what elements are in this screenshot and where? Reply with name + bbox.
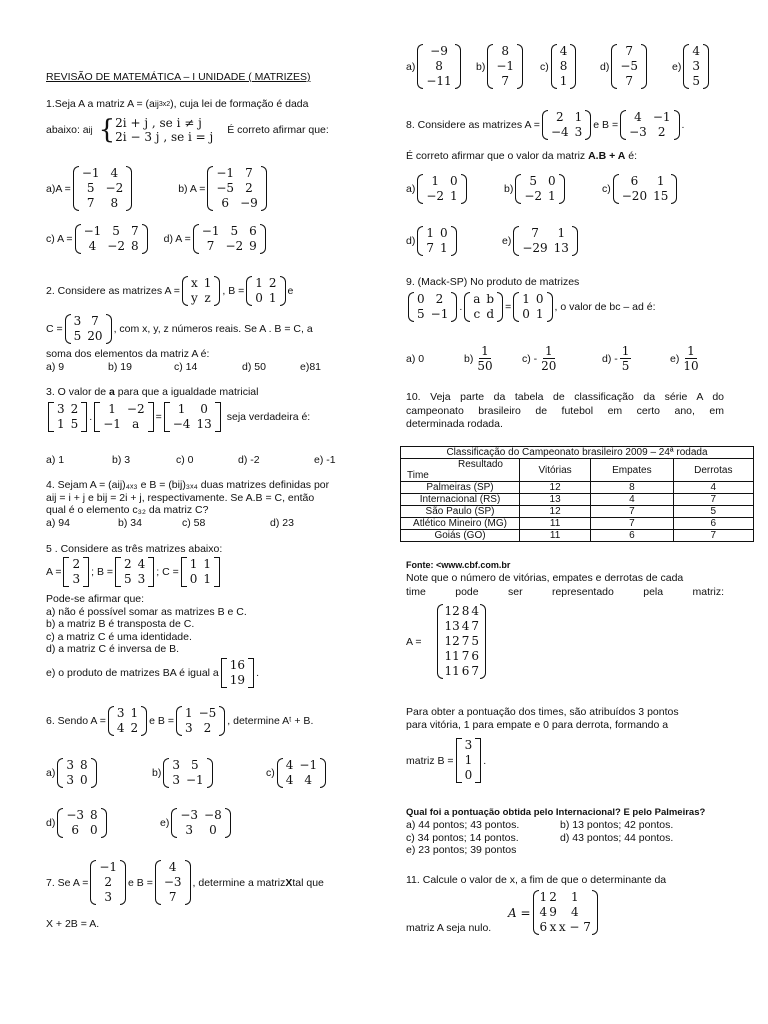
matrix-cell: 7 bbox=[501, 74, 510, 88]
q5-options: Pode-se afirmar que: a) não é possível somar as matrizes B e C. b) a matriz B é transposta de C. c) a matriz C é uma identidade. d) a matriz C é inversa de B. bbox=[46, 593, 247, 655]
fraction-b: $\frac{1}{50}$ bbox=[477, 344, 493, 373]
matrix-cell: 0 bbox=[417, 292, 425, 306]
table-cell: 11 bbox=[520, 518, 591, 530]
matrix-cell: 0 bbox=[189, 572, 198, 586]
q5-option-e: e) o produto de matrizes BA é igual a 16 19 . bbox=[46, 658, 259, 687]
matrix-cell: 0 bbox=[90, 823, 98, 837]
matrix-cell: −1 bbox=[99, 860, 118, 874]
table-cell: 4 bbox=[673, 482, 753, 494]
matrix-cell: 8 bbox=[559, 59, 568, 73]
matrix-cell: 1 bbox=[574, 110, 583, 124]
table-cell: 6 bbox=[591, 530, 673, 542]
matrix-cell: −1 bbox=[185, 773, 204, 787]
q7-option-b-matrix bbox=[487, 44, 523, 89]
matrix-cell: 2 bbox=[72, 557, 81, 571]
matrix-cell: −11 bbox=[426, 74, 452, 88]
matrix-cell: −1 bbox=[299, 758, 318, 772]
matrix-cell: 6 bbox=[471, 649, 480, 663]
matrix-cell: 0 bbox=[439, 226, 448, 240]
matrix-cell: 1 bbox=[557, 226, 566, 240]
matrix-cell: d bbox=[486, 307, 495, 321]
matrix-cell: 3 bbox=[172, 758, 180, 772]
matrix-cell: −3 bbox=[66, 808, 85, 822]
matrix-cell: 3 bbox=[692, 59, 700, 73]
matrix-cell: −3 bbox=[180, 808, 199, 822]
matrix-cell: −9 bbox=[240, 196, 258, 210]
q6-matrix-c bbox=[277, 758, 326, 788]
question-1 bbox=[46, 98, 360, 110]
q6-matrix-d bbox=[57, 808, 106, 838]
matrix-cell: 8 bbox=[79, 758, 88, 772]
matrix-cell: −20 bbox=[621, 189, 648, 203]
q2-matrix-C bbox=[65, 314, 112, 344]
matrix-cell: 4 bbox=[110, 166, 119, 180]
q10-options: a) 44 pontos; 43 pontos. b) 13 pontos; 42 pontos. c) 34 pontos; 14 pontos. d) 43 pontos; 44 pontos. e) 23 pontos; 39 pontos bbox=[406, 819, 674, 856]
q5-matrix-C bbox=[181, 557, 220, 587]
matrix-cell: 7 bbox=[625, 44, 634, 58]
matrix-cell: 0 bbox=[548, 174, 556, 188]
q3-options: a) 1 b) 3 c) 0 d) -2 e) -1 bbox=[46, 454, 336, 466]
matrix-cell: 0 bbox=[209, 823, 217, 837]
matrix-cell: 0 bbox=[522, 307, 530, 321]
team-name: Palmeiras (SP) bbox=[401, 482, 520, 494]
q6-matrix-A bbox=[108, 706, 147, 736]
q10-matrix-A-row: A = 12 8 4 13 4 7 12 7 5 11 7 6 11 6 7 bbox=[406, 604, 724, 679]
q7-option-e-matrix bbox=[683, 44, 709, 89]
matrix-cell: 6 bbox=[249, 224, 257, 238]
matrix-cell: 7 bbox=[471, 664, 480, 678]
team-name: Goiás (GO) bbox=[401, 530, 520, 542]
matrix-cell: 4 bbox=[304, 773, 313, 787]
q10-note: Note que o número de vitórias, empates e derrotas de cada time pode ser representado pela matriz: bbox=[406, 572, 724, 598]
matrix-cell: 2 bbox=[124, 557, 132, 571]
matrix-cell: 7 bbox=[206, 239, 215, 253]
matrix-cell: 12 bbox=[444, 604, 460, 618]
matrix-cell: 16 bbox=[229, 658, 246, 672]
matrix-cell: 20 bbox=[87, 329, 103, 343]
matrix-cell: 4 bbox=[88, 239, 97, 253]
table-row bbox=[401, 494, 754, 506]
header-derrotas: Derrotas bbox=[673, 459, 753, 482]
q2-options: a) 9 b) 19 c) 14 d) 50 e)81 bbox=[46, 361, 322, 373]
matrix-cell: 8 bbox=[130, 239, 139, 253]
matrix-cell: −9 bbox=[430, 44, 448, 58]
q1-options-row1: a)A = −1 4 5 −2 7 8 b) A = −1 7 −5 2 6 −9 bbox=[46, 166, 360, 211]
q3-matrix-1 bbox=[48, 402, 87, 432]
matrix-cell: 3 bbox=[57, 402, 65, 416]
matrix-cell: 6 bbox=[71, 823, 80, 837]
matrix-cell: −3 bbox=[163, 875, 182, 889]
matrix-cell: −29 bbox=[522, 241, 548, 255]
q6-matrix-e bbox=[171, 808, 230, 838]
matrix-cell: 5 bbox=[70, 417, 79, 431]
matrix-cell: −2 bbox=[225, 239, 244, 253]
q3-matrix-2 bbox=[94, 402, 153, 432]
header-vitorias: Vitórias bbox=[520, 459, 591, 482]
matrix-cell: 1 bbox=[203, 276, 212, 290]
matrix-cell: 1 bbox=[184, 706, 193, 720]
q5-matrices: A = 2 3 ; B = 2 4 5 3 ; C = 1 1 0 1 bbox=[46, 557, 360, 587]
q11-line2: matriz A seja nulo. bbox=[406, 922, 492, 934]
matrix-cell: 2 bbox=[435, 292, 444, 306]
matrix-cell: y bbox=[190, 291, 198, 305]
q5-matrix-B bbox=[115, 557, 154, 587]
matrix-cell: 3 bbox=[66, 773, 74, 787]
q6-matrix-a bbox=[57, 758, 96, 788]
table-cell: 7 bbox=[673, 530, 753, 542]
q8-options-row2: d) 1 0 7 1 e) 7 1 −29 13 bbox=[406, 226, 724, 256]
matrix-cell: 7 bbox=[130, 224, 139, 238]
fraction-e: $\frac{1}{10}$ bbox=[683, 344, 699, 373]
matrix-cell: 3 bbox=[116, 706, 125, 720]
matrix-cell: 4 bbox=[634, 110, 642, 124]
matrix-cell: 7 bbox=[471, 619, 480, 633]
question-6: 6. Sendo A = 3 1 4 2 e B = 1 −5 3 2 , determine Aᵗ + B. bbox=[46, 706, 314, 735]
matrix-cell: −1 bbox=[81, 166, 100, 180]
q9-matrix-2 bbox=[464, 292, 503, 322]
table-source: Fonte: <www.cbf.com.br bbox=[406, 560, 511, 570]
question-8: 8. Considere as matrizes A = 2 1 −4 3 e B = 4 −1 −3 2 . bbox=[406, 110, 685, 139]
matrix-cell: −5 bbox=[216, 181, 235, 195]
matrix-cell: 1 bbox=[548, 189, 556, 203]
table-body bbox=[401, 482, 754, 542]
q9-matrix-3 bbox=[513, 292, 552, 322]
matrix-cell: 7 bbox=[86, 196, 95, 210]
q8-option-d-matrix bbox=[417, 226, 456, 256]
q2-matrix-A bbox=[182, 276, 220, 306]
q6-matrix-B bbox=[176, 706, 225, 736]
matrix-cell: −4 bbox=[172, 417, 191, 431]
matrix-cell: −5 bbox=[198, 706, 217, 720]
q1-matrix-b bbox=[207, 166, 266, 211]
q10-matrix-A bbox=[437, 604, 486, 679]
matrix-cell: a bbox=[132, 417, 140, 431]
table-title: Classificação do Campeonato brasileiro 2009 – 24ª rodada bbox=[401, 447, 754, 459]
matrix-cell: 2 bbox=[268, 276, 277, 290]
q1-matrix-c bbox=[75, 224, 148, 254]
matrix-cell: 6 bbox=[461, 664, 470, 678]
q1-cases: 2i + j , se i ≠ j 2i − 3 j , se i = j bbox=[115, 116, 214, 144]
q1-matrix-a bbox=[73, 166, 132, 211]
q10-question: Qual foi a pontuação obtida pelo Internacional? E pelo Palmeiras? bbox=[406, 807, 706, 818]
table-cell: 4 bbox=[591, 494, 673, 506]
matrix-cell: 9 bbox=[249, 239, 257, 253]
table-cell: 11 bbox=[520, 530, 591, 542]
matrix-cell: 1 bbox=[464, 753, 473, 767]
matrix-cell: 2 bbox=[657, 125, 666, 139]
matrix-cell: 5 bbox=[417, 307, 425, 321]
matrix-cell: −1 bbox=[216, 166, 235, 180]
matrix-cell: 3 bbox=[574, 125, 583, 139]
table-row bbox=[401, 518, 754, 530]
table-cell: 6 bbox=[673, 518, 753, 530]
matrix-cell: 8 bbox=[501, 44, 510, 58]
matrix-cell: 1 bbox=[571, 890, 579, 904]
matrix-cell: 4 bbox=[116, 721, 125, 735]
matrix-cell: 0 bbox=[535, 292, 544, 306]
team-name: São Paulo (SP) bbox=[401, 506, 520, 518]
matrix-cell: 1 bbox=[130, 706, 139, 720]
matrix-cell: x − 7 bbox=[558, 920, 591, 934]
matrix-cell: 4 bbox=[539, 905, 548, 919]
matrix-cell: 1 bbox=[426, 226, 434, 240]
matrix-cell: −1 bbox=[83, 224, 102, 238]
matrix-cell: −2 bbox=[426, 189, 445, 203]
q2-line2: C = 3 7 5 20 , com x, y, z números reais. Se A . B = C, a bbox=[46, 314, 313, 343]
q9-options: a) 0 b) $\frac{1}{50}$ c) - $\frac{1}{20}$ d) - $\frac{1}{5}$ e) $\frac{1}{10}$ bbox=[406, 344, 699, 373]
matrix-cell: 3 bbox=[104, 890, 112, 904]
matrix-cell: 5 bbox=[529, 174, 538, 188]
matrix-cell: 11 bbox=[444, 649, 460, 663]
team-name: Internacional (RS) bbox=[401, 494, 520, 506]
q5-matrix-E bbox=[221, 658, 254, 688]
table-row bbox=[401, 530, 754, 542]
matrix-cell: 12 bbox=[444, 634, 460, 648]
q3-equation: 3 2 1 5 . 1 −2 −1 a = 1 0 −4 13 seja verdadeira é: bbox=[46, 402, 360, 432]
question-3: 3. O valor de a para que a igualdade matricial bbox=[46, 386, 259, 398]
matrix-cell: 3 bbox=[185, 823, 194, 837]
q7-option-c-matrix bbox=[551, 44, 577, 89]
matrix-cell: 7 bbox=[531, 226, 539, 240]
matrix-cell: −1 bbox=[652, 110, 671, 124]
q7-options: a) −9 8 −11 b) 8 −1 7 c) 4 8 1 d) 7 −5 7 e) 4 3 5 bbox=[406, 44, 724, 89]
matrix-cell: 1 bbox=[431, 174, 440, 188]
matrix-cell: 3 bbox=[184, 721, 193, 735]
matrix-cell: 4 bbox=[559, 44, 568, 58]
matrix-cell: −1 bbox=[496, 59, 515, 73]
matrix-cell: 3 bbox=[464, 738, 473, 752]
q9-matrix-1 bbox=[408, 292, 457, 322]
matrix-cell: 3 bbox=[137, 572, 146, 586]
question-9: 9. (Mack-SP) No produto de matrizes bbox=[406, 276, 580, 288]
matrix-cell: −1 bbox=[430, 307, 449, 321]
matrix-cell: 2 bbox=[104, 875, 112, 889]
matrix-cell: 4 bbox=[168, 860, 177, 874]
matrix-cell: 8 bbox=[461, 604, 470, 618]
matrix-cell: 5 bbox=[73, 329, 82, 343]
q8-options-row1: a) 1 0 −2 1 b) 5 0 −2 1 c) 6 1 −20 15 bbox=[406, 174, 724, 204]
q6-options-row1: a) 3 8 3 0 b) 3 5 3 −1 c) 4 −1 4 4 bbox=[46, 758, 360, 788]
matrix-cell: 0 bbox=[200, 402, 208, 416]
matrix-cell: −3 bbox=[629, 125, 647, 139]
table-cell: 5 bbox=[673, 506, 753, 518]
matrix-cell: 1 bbox=[559, 74, 568, 88]
matrix-cell: 15 bbox=[653, 189, 669, 203]
q7-option-a-matrix bbox=[417, 44, 460, 89]
matrix-cell: 1 bbox=[539, 890, 548, 904]
question-7: 7. Se A = −1 2 3 e B = 4 −3 7 , determine a matriz X tal que bbox=[46, 860, 324, 904]
matrix-cell: 7 bbox=[461, 634, 470, 648]
matrix-cell: 4 bbox=[692, 44, 700, 58]
classification-table bbox=[400, 446, 754, 542]
matrix-cell: 1 bbox=[535, 307, 544, 321]
matrix-cell: 13 bbox=[553, 241, 569, 255]
matrix-cell: 4 bbox=[137, 557, 146, 571]
fraction-d: $\frac{1}{5}$ bbox=[621, 344, 630, 373]
matrix-cell: 8 bbox=[435, 59, 443, 73]
q3-matrix-3 bbox=[164, 402, 221, 432]
q1-definition: abaixo: a ij { 2i + j , se i ≠ j 2i − 3 j , se i = j É correto afirmar que: bbox=[46, 115, 329, 145]
matrix-cell: 5 bbox=[692, 74, 700, 88]
matrix-cell: 4 bbox=[285, 758, 294, 772]
q8-option-a-matrix bbox=[417, 174, 466, 204]
matrix-cell: 1 bbox=[439, 241, 448, 255]
matrix-cell: −1 bbox=[201, 224, 220, 238]
q7-matrix-B bbox=[155, 860, 191, 905]
q7-option-d-matrix bbox=[611, 44, 647, 89]
table-row bbox=[401, 482, 754, 494]
table-row bbox=[401, 506, 754, 518]
q11-matrix-row: A = 1 2 1 4 9 4 6 x x − 7 bbox=[508, 890, 648, 935]
matrix-cell: 1 bbox=[57, 417, 65, 431]
q8-matrix-A bbox=[542, 110, 591, 140]
matrix-cell: 5 bbox=[230, 224, 239, 238]
matrix-cell: x bbox=[549, 920, 557, 934]
matrix-cell: 13 bbox=[196, 417, 212, 431]
table-cell: 7 bbox=[591, 506, 673, 518]
table-cell: 7 bbox=[591, 518, 673, 530]
matrix-cell: 2 bbox=[203, 721, 212, 735]
matrix-cell: 5 bbox=[112, 224, 120, 238]
q10-matrix-B-row: matriz B = 3 1 0 . bbox=[406, 738, 487, 782]
matrix-cell: 7 bbox=[426, 241, 434, 255]
question-10: 10. Veja parte da tabela de classificação da série A do campeonato brasileiro de futebol em certo ano, em determinada rodada. bbox=[406, 391, 724, 430]
matrix-cell: 8 bbox=[110, 196, 119, 210]
table-corner-header: Resultado Time bbox=[401, 459, 520, 482]
matrix-cell: 0 bbox=[79, 773, 88, 787]
q8-matrix-B bbox=[620, 110, 679, 140]
matrix-cell: 6 bbox=[539, 920, 548, 934]
matrix-cell: 3 bbox=[72, 572, 81, 586]
matrix-cell: 3 bbox=[66, 758, 74, 772]
fraction-c: $\frac{1}{20}$ bbox=[541, 344, 557, 373]
matrix-cell: 2 bbox=[549, 890, 557, 904]
table-cell: 12 bbox=[520, 482, 591, 494]
matrix-cell: a bbox=[473, 292, 481, 306]
matrix-cell: 3 bbox=[172, 773, 180, 787]
matrix-cell: 7 bbox=[245, 166, 253, 180]
matrix-cell: 1 bbox=[108, 402, 116, 416]
q8-option-c-matrix bbox=[613, 174, 678, 204]
q8-line2: É correto afirmar que o valor da matriz A.B + A é: bbox=[406, 150, 638, 162]
matrix-cell: −2 bbox=[524, 189, 543, 203]
matrix-cell: 6 bbox=[221, 196, 230, 210]
question-4: 4. Sejam A = (aij)₄ₓ₃ e B = (bij)₃ₓ₄ duas matrizes definidas por aij = i + j e bij = 2i + j, respectivamente. Se A.B = C, então qual é o elemento c₃₂ da matriz C? a) 94 b) 34 c) 58 d) 23 bbox=[46, 479, 330, 529]
matrix-cell: 5 bbox=[191, 758, 199, 772]
matrix-cell: 4 bbox=[285, 773, 294, 787]
matrix-cell: 9 bbox=[549, 905, 557, 919]
matrix-cell: b bbox=[486, 292, 495, 306]
matrix-cell: −2 bbox=[126, 402, 145, 416]
matrix-cell: −8 bbox=[204, 808, 222, 822]
table-cell: 13 bbox=[520, 494, 591, 506]
q2-line3: soma dos elementos da matriz A é: bbox=[46, 348, 210, 360]
matrix-cell: −5 bbox=[620, 59, 639, 73]
q6-options-row2: d) −3 8 6 0 e) −3 −8 3 0 bbox=[46, 808, 360, 838]
table-cell: 12 bbox=[520, 506, 591, 518]
matrix-cell: 1 bbox=[450, 189, 458, 203]
matrix-cell: 4 bbox=[471, 604, 480, 618]
page-title: REVISÃO DE MATEMÁTICA – I UNIDADE ( MATRIZES) bbox=[46, 71, 311, 83]
matrix-cell: c bbox=[473, 307, 481, 321]
brace-symbol: { bbox=[98, 115, 116, 145]
q6-matrix-b bbox=[163, 758, 212, 788]
matrix-cell: 1 bbox=[203, 557, 212, 571]
matrix-cell: −4 bbox=[550, 125, 569, 139]
table-cell: 8 bbox=[591, 482, 673, 494]
team-name: Atlético Mineiro (MG) bbox=[401, 518, 520, 530]
q10-matrix-B bbox=[456, 738, 482, 783]
matrix-cell: 11 bbox=[444, 664, 460, 678]
matrix-cell: 0 bbox=[464, 768, 473, 782]
q5-matrix-A bbox=[63, 557, 89, 587]
q1-options-row2: c) A = −1 5 7 4 −2 8 d) A = −1 5 6 7 −2 9 bbox=[46, 224, 360, 254]
q7-matrix-A bbox=[90, 860, 126, 905]
q8-option-e-matrix bbox=[513, 226, 578, 256]
question-5: 5 . Considere as três matrizes abaixo: bbox=[46, 543, 223, 555]
q9-equation: 0 2 5 −1 . a b c d = 1 0 0 1 , o valor de bc – ad é: bbox=[406, 292, 724, 322]
q7-line2: X + 2B = A. bbox=[46, 918, 100, 930]
matrix-cell: 7 bbox=[168, 890, 177, 904]
matrix-cell: 1 bbox=[656, 174, 665, 188]
q8-option-b-matrix bbox=[515, 174, 564, 204]
matrix-cell: 3 bbox=[73, 314, 82, 328]
matrix-cell: −2 bbox=[107, 239, 125, 253]
matrix-cell: 4 bbox=[571, 905, 579, 919]
q10-points: Para obter a pontuação dos times, são atribuídos 3 pontos para vitória, 1 para empate e 0 para derrota, formando a bbox=[406, 706, 679, 731]
q1-matrix-d bbox=[193, 224, 266, 254]
q2-matrix-B bbox=[246, 276, 285, 306]
matrix-cell: 8 bbox=[90, 808, 98, 822]
matrix-cell: 2 bbox=[70, 402, 79, 416]
matrix-cell: 5 bbox=[124, 572, 132, 586]
matrix-cell: 7 bbox=[625, 74, 634, 88]
matrix-cell: 2 bbox=[245, 181, 253, 195]
matrix-cell: 0 bbox=[255, 291, 263, 305]
matrix-cell: 5 bbox=[86, 181, 95, 195]
table-cell: 7 bbox=[673, 494, 753, 506]
question-11: 11. Calcule o valor de x, a fim de que o determinante da bbox=[406, 874, 667, 886]
matrix-cell: 1 bbox=[522, 292, 530, 306]
matrix-cell: 7 bbox=[461, 649, 470, 663]
matrix-cell: 4 bbox=[461, 619, 470, 633]
matrix-cell: 6 bbox=[630, 174, 639, 188]
matrix-cell: 1 bbox=[268, 291, 277, 305]
matrix-cell: 5 bbox=[471, 634, 480, 648]
matrix-cell: 2 bbox=[130, 721, 139, 735]
matrix-cell: 0 bbox=[450, 174, 458, 188]
matrix-cell: 1 bbox=[255, 276, 263, 290]
matrix-cell: 1 bbox=[177, 402, 186, 416]
matrix-cell: 1 bbox=[189, 557, 198, 571]
matrix-cell: 19 bbox=[229, 673, 246, 687]
matrix-cell: 2 bbox=[555, 110, 564, 124]
matrix-cell: 7 bbox=[91, 314, 99, 328]
matrix-cell: z bbox=[204, 291, 211, 305]
header-empates: Empates bbox=[591, 459, 673, 482]
q1-line1: 1.Seja A a matriz A = (a ij 3x2 ), cuja lei de formação é dada bbox=[46, 98, 309, 110]
question-2: 2. Considere as matrizes A = x 1 y z , B = 1 2 0 1 e bbox=[46, 276, 294, 305]
matrix-cell: x bbox=[190, 276, 198, 290]
matrix-cell: 1 bbox=[203, 572, 212, 586]
matrix-cell: −1 bbox=[103, 417, 121, 431]
matrix-cell: −2 bbox=[105, 181, 124, 195]
matrix-cell: 13 bbox=[444, 619, 460, 633]
